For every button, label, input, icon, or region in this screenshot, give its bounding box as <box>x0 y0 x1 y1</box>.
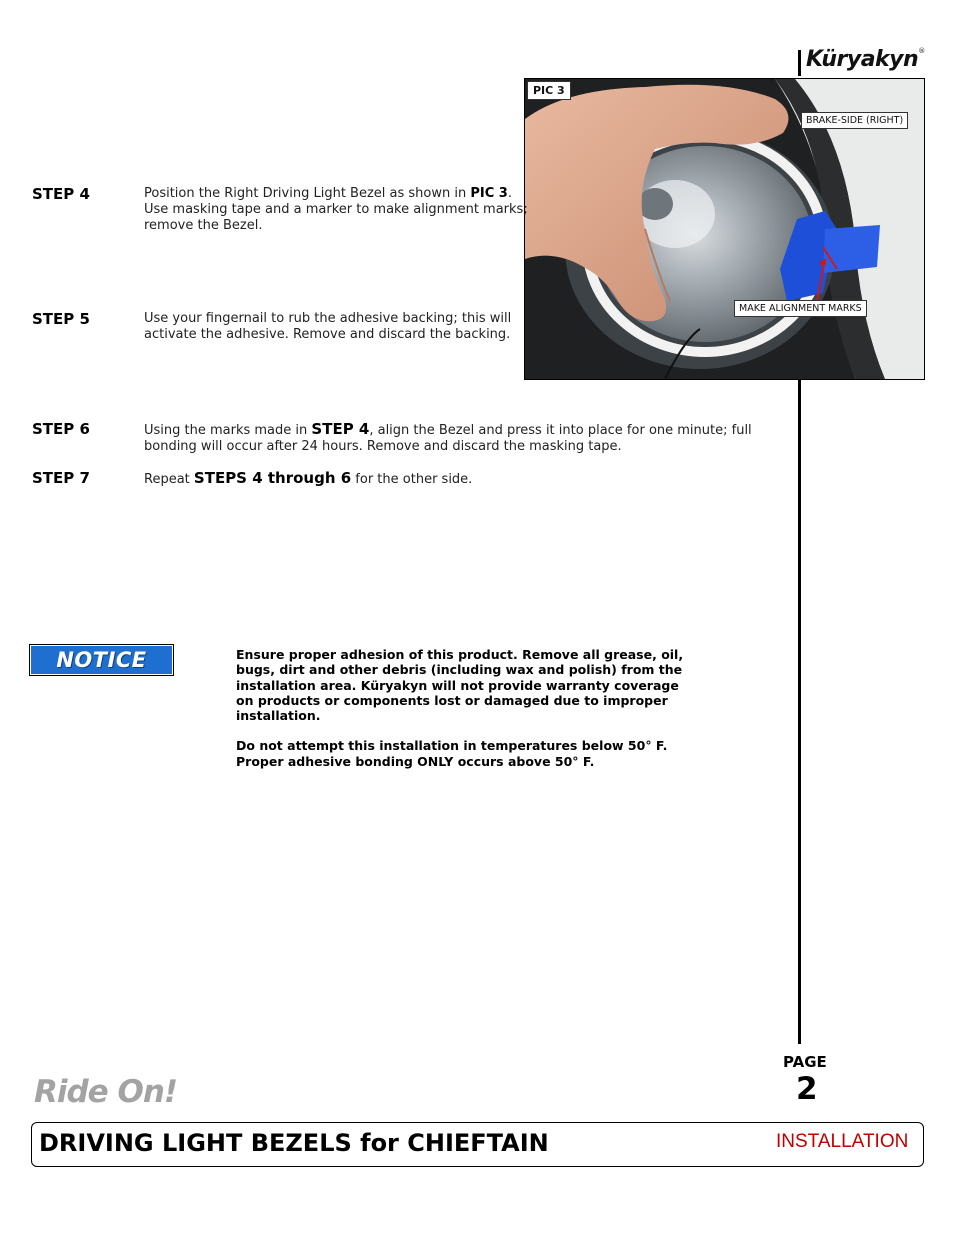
notice-badge: NOTICE <box>29 644 174 676</box>
document-title: DRIVING LIGHT BEZELS for CHIEFTAIN <box>39 1129 549 1157</box>
brand-logo: Küryakyn® <box>806 47 925 72</box>
step-7-label: STEP 7 <box>32 469 90 487</box>
tagline: Ride On! <box>34 1074 178 1110</box>
document-subtitle: INSTALLATION <box>776 1131 909 1152</box>
vertical-divider <box>798 380 801 1044</box>
step-4-text: Position the Right Driving Light Bezel as shown in PIC 3. Use masking tape and a marker to make alignment marks; remove the Bezel. <box>144 186 528 233</box>
step-6-text: Using the marks made in STEP 4, align the Bezel and press it into place for one minute; full bonding will occur after 24 hours. Remove and discard the masking tape. <box>144 420 752 454</box>
step-4-label: STEP 4 <box>32 185 90 203</box>
step-6-label: STEP 6 <box>32 420 90 438</box>
page-label: PAGE <box>783 1053 827 1071</box>
logo-divider <box>798 50 801 76</box>
alignment-marks-callout: MAKE ALIGNMENT MARKS <box>734 300 867 317</box>
step-5-text: Use your fingernail to rub the adhesive backing; this will activate the adhesive. Remove and discard the backing. <box>144 311 512 342</box>
notice-text <box>236 647 686 784</box>
page-number: 2 <box>796 1071 818 1107</box>
pic-3-label: PIC 3 <box>527 81 571 100</box>
pic-3-photo <box>524 78 925 380</box>
notice-paragraph-adhesion: Ensure proper adhesion of this product. Remove all grease, oil, bugs, dirt and other debris (including wax and polish) from the installation area. Küryakyn will not provide warranty coverage on products or components lost or damaged due to improper installation. <box>236 647 684 724</box>
brake-side-callout: BRAKE-SIDE (RIGHT) <box>801 112 908 129</box>
notice-paragraph-temperature: Do not attempt this installation in temperatures below 50° F. Proper adhesive bonding ONLY occurs above 50° F. <box>236 738 668 769</box>
step-7-text: Repeat STEPS 4 through 6 for the other side. <box>144 469 473 487</box>
step-5-label: STEP 5 <box>32 310 90 328</box>
